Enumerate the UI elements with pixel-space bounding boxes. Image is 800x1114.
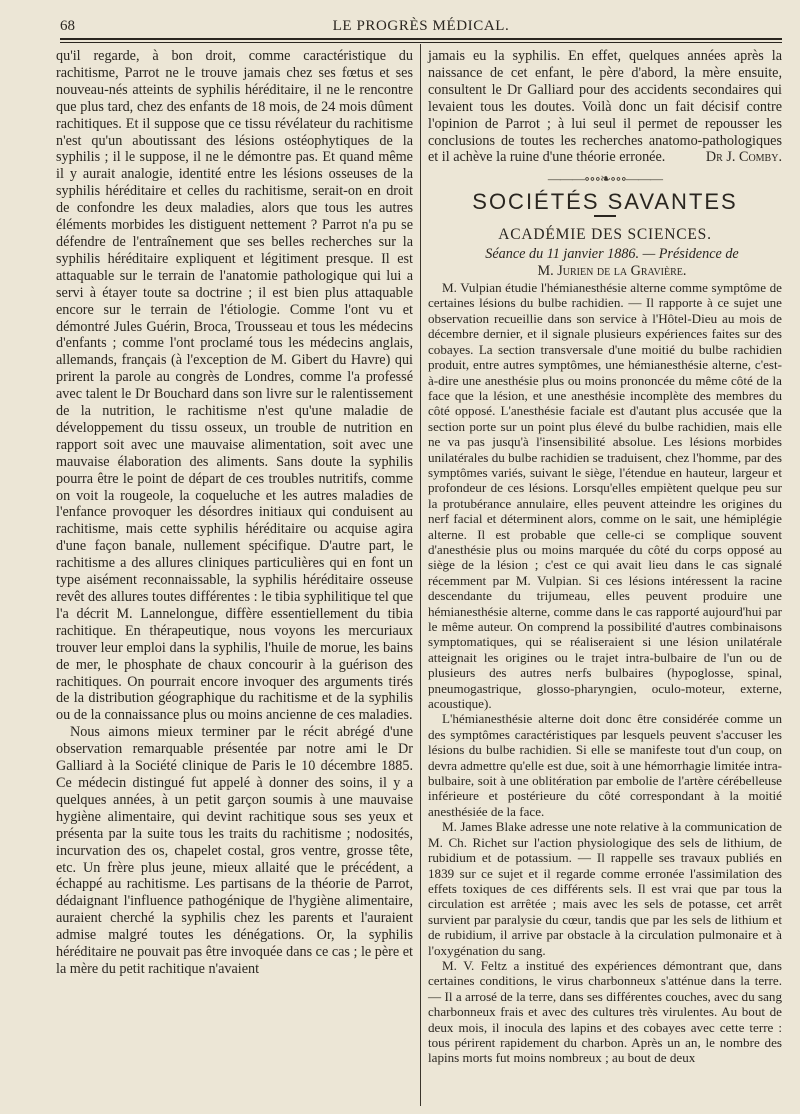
paragraph: M. James Blake adresse une note relative à la communication de M. Ch. Richet sur l'action physiologique des sels de lithium, de rubidium et de potassium. — Il rappelle ses travaux publiés en 1839 sur ce sujet et il regarde comme erronée l'assimilation des effets toxiques de ces différents sels. Il est vrai que par tous la circulation est arrêtée ; mais avec les sels de potasse, cet arrêt survient par paralysie du cœur, tandis que par les sels de lithium et de rubidium, il arrive par obstacle à la circulation pulmonaire et à l'oxygénation du sang. [428, 819, 782, 958]
page-header [60, 16, 782, 40]
paragraph: qu'il regarde, à bon droit, comme caractéristique du rachitisme, Parrot ne le trouve jamais chez ses fœtus et ses nouveau-nés atteints de syphilis héréditaire, il ne le rencontre que plus tard, chez des enfants de 18 mois, de 24 mois dûment rachitiques. Et il suppose que ce tissu révélateur du rachitisme n'est qu'un aboutissant des lésions ostéophytiques de la syphilis ; il le suppose, il ne le démontre pas. Et quand même il y aurait analogie, identité entre les lésions osseuses de la syphilis héréditaire et celles du rachitisme, serait-on en droit de confondre les deux maladies, alors que tous les autres éléments morbides les distiguent nettement ? Parrot n'a pu se défendre de l'entraînement que ses belles recherches sur la syphilis héréditaire expliquent et légitiment presque. Il est attaquable sur le terrain de l'anatomie pathologique qui lui a servi à étayer toute sa doctrine ; il est bien plus attaquable encore sur le terrain de l'étiologie. Comme l'ont vu et démontré Jules Guérin, Broca, Trousseau et tous les médecins d'enfants ; comme l'ont proclamé tous les médecins anglais, allemands, français (à l'exception de M. Gibert du Havre) qui prirent la parole au congrès de Londres, comme l'a professé avec talent le Dr Bouchard dans son livre sur le ralentissement de la nutrition, le rachitisme n'est qu'une maladie de développement du tissu osseux, un trouble de nutrition en rapport soit avec une mauvaise alimentation, soit avec une mauvaise élaboration des aliments. Sans doute la syphilis pourra être le point de départ de ces troubles nutritifs, comme on voit la rougeole, la coqueluche et les autres maladies de l'enfance provoquer les désordres initiaux qui conduisent au rachitisme, mais cette syphilis héréditaire ou acquise agira d'une façon banale, nullement spécifique. D'autre part, le rachitisme a des allures cliniques particulières qui en font un type aisément reconnaissable, la syphilis héréditaire osseuse revêt des allures toutes différentes : le tibia syphilitique tel que l'a décrit M. Lannelongue, diffère essentiellement du tibia rachitique. En thérapeutique, nous voyons les mercuriaux trouver leur emploi dans la syphilis, l'huile de morue, les bains de mer, le phosphate de chaux concourir à la guérison des rachitiques. On pourrait encore invoquer des arguments tirés de la distribution géographique du rachitisme et de la syphilis ou de la connaissance plus ou moins ancienne de ces maladies. [56, 48, 413, 724]
paragraph-continuation [428, 48, 782, 166]
section-title: SOCIÉTÉS SAVANTES [472, 189, 738, 215]
running-title: LE PROGRÈS MÉDICAL. [332, 18, 510, 34]
proceedings [428, 280, 782, 1066]
session-date: Séance du 11 janvier 1886. — Présidence de [485, 246, 739, 263]
page-number: 68 [60, 18, 75, 34]
paragraph: Nous aimons mieux terminer par le récit abrégé d'une observation remarquable présentée par notre ami le Dr Galliard à la Société clinique de Paris le 10 décembre 1885. Ce médecin distingué fut appelé à donner des soins, il y a quelques années, à un petit garçon soumis à une mauvaise hygiène alimentaire, qui devint rachitique sous ses yeux et présenta par la suite tous les traits du rachitisme ; nodosités, incurvation des os, chapelet costal, gros ventre, grosse tête, etc. Un frère plus jeune, mieux allaité que le précédent, a échappé au rachitisme. Les partisans de la théorie de Parrot, dédaignant l'influence pathogénique de l'hygiène alimentaire, auraient cherché la syphilis chez les parents et l'auraient admise malgré toutes les dénégations. Or, la syphilis héréditaire ne pouvait pas être invoquée dans ce cas ; le père et la mère du petit rachitique n'avaient [56, 724, 413, 977]
ornament-divider: ———∘∘∘❧∘∘∘——— [547, 171, 663, 187]
session-president: M. Jurien de la Gravière. [537, 263, 687, 280]
short-rule [594, 215, 616, 217]
session-line [428, 246, 782, 263]
header-rule-thin [60, 42, 782, 43]
header-rule-thick [60, 38, 782, 40]
author-signature: Dr J. Comby. [705, 149, 782, 166]
right-column [428, 48, 782, 1066]
left-column [56, 48, 413, 978]
academy-heading: ACADÉMIE DES SCIENCES. [498, 226, 712, 244]
column-divider [420, 44, 421, 1106]
paragraph: L'hémianesthésie alterne doit donc être considérée comme un des symptômes caractéristiques par lesquels peuvent s'accuser les lésions du bulbe rachidien. Si elle se manifeste tout d'un coup, on devra admettre qu'elle est due, soit à une hémorrhagie limitée intra-bulbaire, soit à une oblitération par embolie de l'artère cérébelleuse inférieure et postérieure du côté correspondant à la moitié anesthésiée de la face. [428, 711, 782, 819]
paragraph: M. V. Feltz a institué des expériences démontrant que, dans certaines conditions, le virus charbonneux s'atténue dans la terre. — Il a arrosé de la terre, dans ses différentes couches, avec du sang charbonneux frais et avec des cultures très virulentes. Au bout de deux mois, il inocula des lapins et des cobayes avec cette terre : tous périrent rapidement du charbon. Après un an, le nombre des lapins morts fut moins nombreux ; au bout de deux [428, 957, 782, 1066]
continuation-text: jamais eu la syphilis. En effet, quelques années après la naissance de cet enfant, le père d'abord, la mère ensuite, consultent le Dr Galliard pour des accidents secondaires qui levaient tous les doutes. Voilà donc un fait décisif contre l'opinion de Parrot ; à lui seul il permet de repousser les conclusions de toutes les recherches anatomo-pathologiques et il achève la ruine d'une théorie erronée. [428, 48, 782, 166]
paragraph: M. Vulpian étudie l'hémianesthésie alterne comme symptôme de certaines lésions du bulbe rachidien. — Il rapporte à ce sujet une observation recueillie dans son service à l'Hôtel-Dieu au mois de décembre dernier, et il signale plusieurs expériences faites sur des cobayes. La section transversale d'une moitié du bulbe rachidien produit, entre autres symptômes, une hémianesthésie alterne, c'est-à-dire une anesthésie plus ou moins prononcée du même côté de la face que la lésion, et une anesthésie incomplète des membres du côté opposé. L'anesthésie faciale est d'autant plus accusée que la section porte sur un point plus élevé du bulbe rachidien, mais elle ne va pas jusqu'à l'insensibilité absolue. Les lésions morbides unilatérales du bulbe rachidien se traduisent, chez l'homme, par des symptômes variés, suivant le siège, l'étendue en hauteur, largeur et profondeur de ces lésions. Lorsqu'elles empiètent quelque peu sur la protubérance annulaire, elles peuvent atteindre les origines du nerf facial et déterminent alors, comme on le sait, une hémiplégie alterne. Il est probable que celle-ci se complique souvent d'anesthésie plus ou moins marquée du côté du corps opposé au siège de la lésion ; c'est ce qui avait lieu dans le cas signalé récemment par M. Vulpian. Si ces lésions intéressent la racine descendante du trijumeau, elles peuvent produire une hémianesthésie alterne, comme dans le cas rapporté aujourd'hui par le même auteur. On comprend la possibilité d'autres combinaisons symptomatiques, qui se réaliseraient si une lésion unilatérale atteignait les origines ou le trajet intra-bulbaire de l'un ou de plusieurs des autres nerfs bulbaires (hypoglosse, spinal, pneumogastrique, glosso-pharyngien, oculo-moteur, externe, acoustique). [428, 280, 782, 712]
